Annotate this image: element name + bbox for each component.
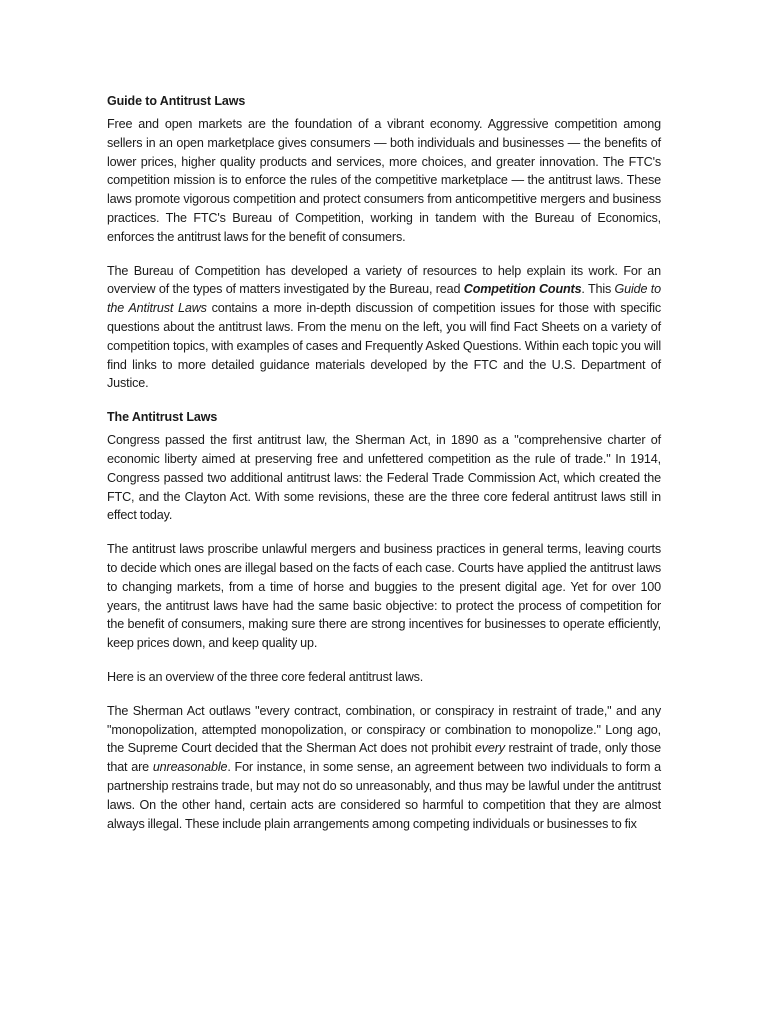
overview-paragraph: Here is an overview of the three core federal antitrust laws. [107, 669, 424, 684]
sherman-text-3: . For instance, in some sense, an agreement between two individuals to form a partnership restrains trade, but may not do so unreasonably, and thus may be lawful under the antitrust laws. On the other hand, certain acts are considered so harmful to competition that they are almost always illegal. These include plain arrangements among competing individuals or businesses to fix [107, 760, 661, 831]
document-body [107, 92, 661, 848]
section-heading-antitrust-laws: The Antitrust Laws [107, 410, 218, 425]
guide-title-italic: Guide to the Antitrust Laws [107, 282, 661, 316]
intro-paragraph: Free and open markets are the foundation of a vibrant economy. Aggressive competition among sellers in an open marketplace gives consumers — both individuals and businesses — the benefits of lower prices, higher quality products and services, more choices, and greater innovation. The FTC's competition mission is to enforce the rules of the competitive marketplace — the antitrust laws. These laws promote vigorous competition and protect consumers from anticompetitive mergers and business practices. The FTC's Bureau of Competition, working in tandem with the Bureau of Economics, enforces the antitrust laws for the benefit of consumers. [107, 117, 661, 244]
sherman-text-2: restraint of trade, only those that are [107, 741, 661, 775]
unreasonable-italic: unreasonable [152, 760, 228, 775]
competition-counts-title: Competition Counts [463, 282, 582, 297]
page-title: Guide to Antitrust Laws [107, 94, 246, 108]
sherman-act-paragraph [107, 702, 661, 834]
resources-paragraph [107, 262, 661, 394]
resources-text-1: The Bureau of Competition has developed a variety of resources to help explain its work. For an overview of the types of matters investigated by the Bureau, read [107, 263, 661, 297]
objective-paragraph: The antitrust laws proscribe unlawful mergers and business practices in general terms, leaving courts to decide which ones are illegal based on the facts of each case. Courts have applied the antitrust laws to changing markets, from a time of horse and buggies to the present digital age. Yet for over 100 years, the antitrust laws have had the same basic objective: to protect the process of competition for the benefit of consumers, making sure there are strong incentives for businesses to operate efficiently, keep prices down, and keep quality up. [107, 542, 661, 651]
history-paragraph: Congress passed the first antitrust law, the Sherman Act, in 1890 as a "comprehensive charter of economic liberty aimed at preserving free and unfettered competition as the rule of trade." In 1914, Congress passed two additional antitrust laws: the Federal Trade Commission Act, which created the FTC, and the Clayton Act. With some revisions, these are the three core federal antitrust laws still in effect today. [107, 433, 661, 523]
resources-text-3: contains a more in-depth discussion of competition issues for those with specific questions about the antitrust laws. From the menu on the left, you will find Fact Sheets on a variety of competition topics, with examples of cases and Frequently Asked Questions. Within each topic you will find links to more detailed guidance materials developed by the FTC and the U.S. Department of Justice. [107, 301, 661, 391]
every-italic: every [474, 741, 505, 756]
sherman-text-1: The Sherman Act outlaws "every contract, combination, or conspiracy in restraint of trade," and any "monopolization, attempted monopolization, or conspiracy or combination to monopolize." Long ago, the Supreme Court decided that the Sherman Act does not prohibit [107, 703, 661, 756]
resources-text-2: . This [581, 282, 615, 297]
